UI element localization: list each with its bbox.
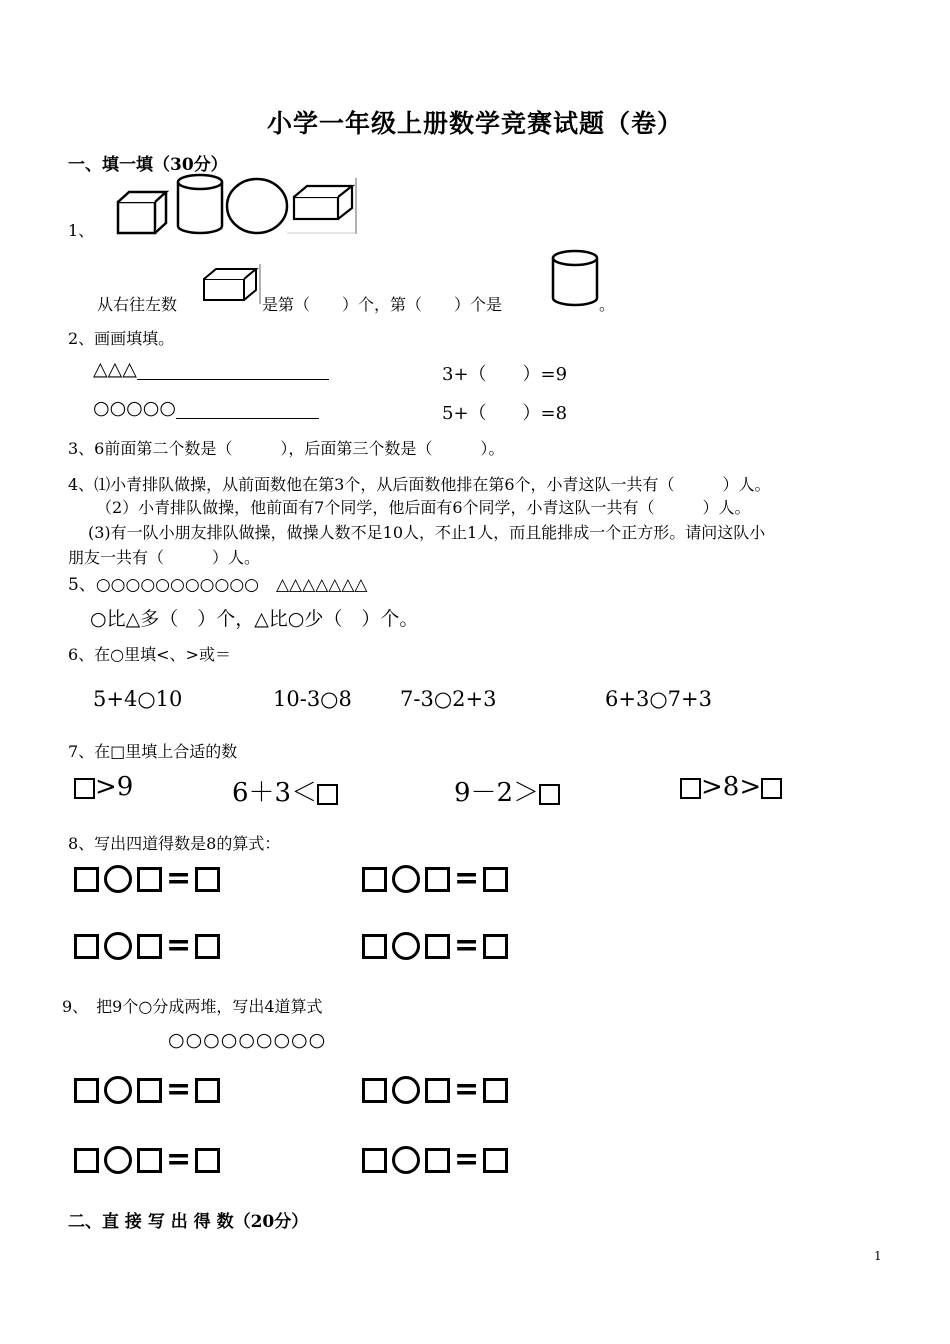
answer-box[interactable] bbox=[137, 934, 162, 959]
q8-equation-2 bbox=[362, 861, 508, 896]
q7-item-2: 6＋3＜ bbox=[232, 772, 338, 809]
answer-box[interactable] bbox=[74, 778, 95, 799]
equals-sign: = bbox=[454, 861, 480, 896]
q2-row1 bbox=[93, 358, 329, 380]
answer-box[interactable] bbox=[761, 778, 782, 799]
q9-equation-3 bbox=[74, 1142, 220, 1177]
section-2-heading: 二、直 接 写 出 得 数（20分） bbox=[68, 1212, 309, 1232]
q7-item-1: >9 bbox=[74, 772, 133, 802]
answer-box[interactable] bbox=[425, 1078, 450, 1103]
q4-line1: 4、⑴小青排队做操，从前面数他在第3个，从后面数他排在第6个，小青这队一共有（ ）人。 bbox=[68, 475, 771, 494]
operator-circle[interactable] bbox=[104, 865, 132, 893]
q2-row2-answer-line[interactable] bbox=[176, 400, 319, 419]
q2-text: 2、画画填填。 bbox=[68, 329, 175, 348]
q8-equation-3 bbox=[74, 928, 220, 963]
answer-box[interactable] bbox=[74, 1078, 99, 1103]
q5-line1: 5、○○○○○○○○○○○ △△△△△△△ bbox=[68, 575, 368, 595]
answer-box[interactable] bbox=[74, 867, 99, 892]
answer-box[interactable] bbox=[539, 784, 560, 805]
operator-circle[interactable] bbox=[104, 932, 132, 960]
q1-text-b: 是第（ ）个，第（ ）个是 bbox=[262, 295, 503, 314]
answer-box[interactable] bbox=[483, 934, 508, 959]
q9-equation-2 bbox=[362, 1072, 508, 1107]
answer-box[interactable] bbox=[425, 867, 450, 892]
answer-box[interactable] bbox=[195, 867, 220, 892]
q3-text: 3、6前面第二个数是（ ），后面第三个数是（ ）。 bbox=[68, 439, 505, 458]
page-title: 小学一年级上册数学竞赛试题（卷） bbox=[266, 109, 683, 138]
q1-text-c: 。 bbox=[599, 295, 616, 314]
q9-equation-1 bbox=[74, 1072, 220, 1107]
q7-item-4: >8> bbox=[680, 772, 782, 802]
answer-box[interactable] bbox=[483, 867, 508, 892]
cylinder-icon bbox=[549, 246, 601, 310]
section-1-heading: 一、填一填（30分） bbox=[68, 155, 228, 175]
q2-row1-answer-line[interactable] bbox=[137, 361, 329, 380]
answer-box[interactable] bbox=[362, 934, 387, 959]
q6-item-3: 7-3○2+3 bbox=[400, 687, 497, 711]
answer-box[interactable] bbox=[680, 778, 701, 799]
operator-circle[interactable] bbox=[392, 932, 420, 960]
answer-box[interactable] bbox=[74, 1148, 99, 1173]
q5-line2: ○比△多（ ）个，△比○少（ ）个。 bbox=[90, 608, 419, 630]
q1-text-a: 从右往左数 bbox=[97, 295, 178, 314]
operator-circle[interactable] bbox=[392, 865, 420, 893]
answer-box[interactable] bbox=[483, 1078, 508, 1103]
answer-box[interactable] bbox=[425, 1148, 450, 1173]
operator-circle[interactable] bbox=[104, 1076, 132, 1104]
q4-line2: （2）小青排队做操，他前面有7个同学，他后面有6个同学，小青这队一共有（ ）人。 bbox=[96, 498, 751, 517]
equals-sign: = bbox=[454, 1072, 480, 1107]
cylinder-icon bbox=[178, 175, 222, 233]
sphere-icon bbox=[227, 179, 287, 233]
cuboid-icon bbox=[200, 262, 262, 306]
answer-box[interactable] bbox=[425, 934, 450, 959]
q9-circles: ○○○○○○○○○ bbox=[168, 1029, 327, 1051]
q6-item-4: 6+3○7+3 bbox=[605, 687, 712, 711]
answer-box[interactable] bbox=[195, 934, 220, 959]
equals-sign: = bbox=[166, 861, 192, 896]
q1-shapes-illustration bbox=[112, 172, 362, 238]
q4-line3: (3)有一队小朋友排队做操，做操人数不足10人，不止1人，而且能排成一个正方形。请问这队小 bbox=[88, 523, 766, 542]
operator-circle[interactable] bbox=[392, 1076, 420, 1104]
q2-row1-shapes: △△△ bbox=[93, 358, 137, 380]
answer-box[interactable] bbox=[137, 867, 162, 892]
q8-equation-4 bbox=[362, 928, 508, 963]
q6-item-1: 5+4○10 bbox=[93, 687, 183, 711]
q2-row1-equation: 3+（ ）=9 bbox=[442, 364, 568, 385]
q6-text: 6、在○里填<、>或＝ bbox=[68, 645, 231, 664]
answer-box[interactable] bbox=[362, 1148, 387, 1173]
equals-sign: = bbox=[166, 1072, 192, 1107]
q6-item-2: 10-3○8 bbox=[273, 687, 352, 711]
q8-equation-1 bbox=[74, 861, 220, 896]
answer-box[interactable] bbox=[137, 1148, 162, 1173]
q7-item-3: 9－2＞ bbox=[454, 772, 560, 809]
q9-text: 9、 把9个○分成两堆，写出4道算式 bbox=[62, 997, 323, 1016]
answer-box[interactable] bbox=[317, 784, 338, 805]
q9-equation-4 bbox=[362, 1142, 508, 1177]
answer-box[interactable] bbox=[195, 1148, 220, 1173]
answer-box[interactable] bbox=[137, 1078, 162, 1103]
cube-icon bbox=[118, 192, 166, 233]
answer-box[interactable] bbox=[195, 1078, 220, 1103]
answer-box[interactable] bbox=[362, 867, 387, 892]
equals-sign: = bbox=[454, 928, 480, 963]
answer-box[interactable] bbox=[74, 934, 99, 959]
q7-text: 7、在□里填上合适的数 bbox=[68, 742, 238, 761]
equals-sign: = bbox=[166, 928, 192, 963]
cuboid-icon bbox=[287, 178, 356, 234]
operator-circle[interactable] bbox=[104, 1146, 132, 1174]
equals-sign: = bbox=[166, 1142, 192, 1177]
answer-box[interactable] bbox=[362, 1078, 387, 1103]
q2-row2-shapes: ○○○○○ bbox=[93, 397, 176, 419]
q1-number: 1、 bbox=[68, 221, 95, 240]
page-number: 1 bbox=[874, 1249, 882, 1263]
q4-line4: 朋友一共有（ ）人。 bbox=[68, 548, 261, 567]
operator-circle[interactable] bbox=[392, 1146, 420, 1174]
q8-text: 8、写出四道得数是8的算式： bbox=[68, 834, 281, 853]
equals-sign: = bbox=[454, 1142, 480, 1177]
q2-row2 bbox=[93, 397, 319, 419]
answer-box[interactable] bbox=[483, 1148, 508, 1173]
q2-row2-equation: 5+（ ）=8 bbox=[442, 403, 568, 424]
